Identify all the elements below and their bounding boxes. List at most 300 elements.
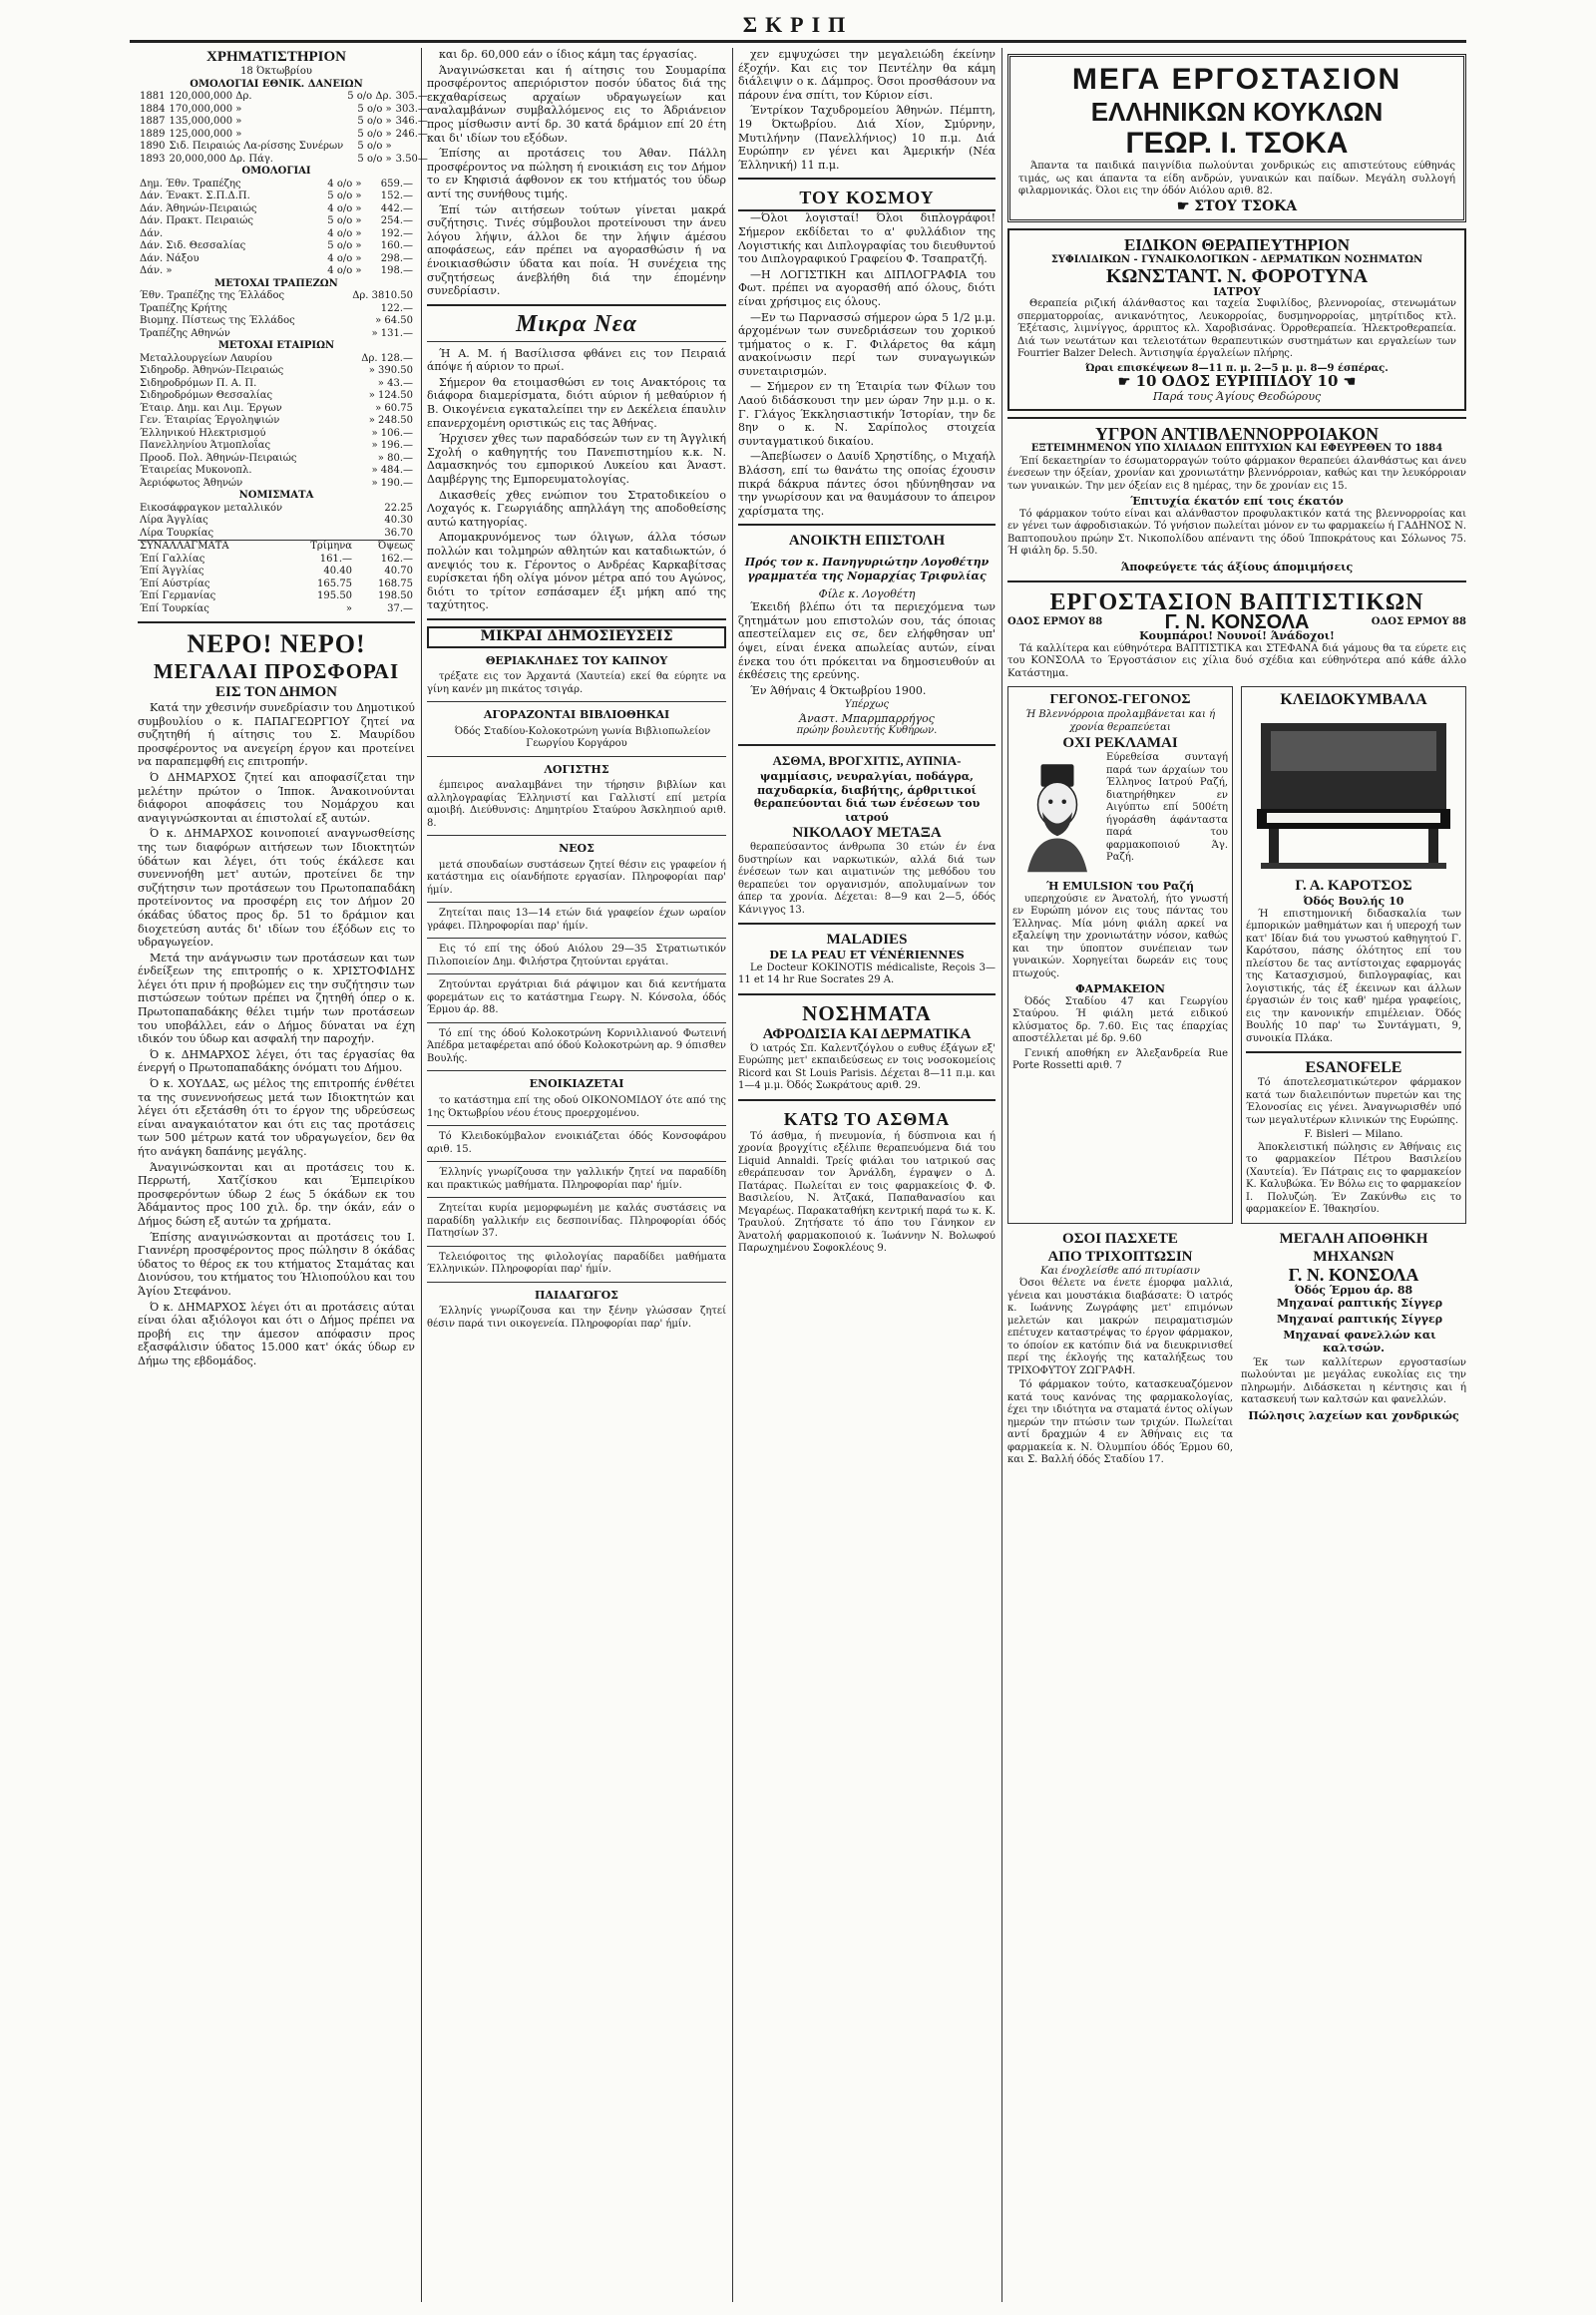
ygron-claim: Έπιτυχία έκατόν επί τοις έκατόν xyxy=(1130,495,1344,509)
baptism-address: ΟΔΟΣ ΕΡΜΟΥ 88 xyxy=(1007,616,1103,628)
machines-title: ΜΕΓΑΛΗ ΑΠΟΘΗΚΗ ΜΗΧΑΝΩΝ xyxy=(1279,1230,1428,1265)
exchange-row xyxy=(138,554,415,567)
table-cell: Δάν. Νάξου xyxy=(140,252,200,264)
clinic-address xyxy=(1017,372,1456,391)
company-row xyxy=(138,428,415,441)
asthma-ad-heading: ΑΣΘΜΑ, ΒΡΟΓΧΙΤΙΣ, ΑΥΠΝΙΑ- xyxy=(772,752,962,768)
loan-row xyxy=(138,91,430,104)
paragraph: Άναγινώσκεται και ή αίτησις του Σουμαρίπα προσφέροντος απεριόριστον ποσόν ύδατος διά της εκχαθαρίσεως αρχαίων υδραγωγείων και αναλαμβάνων συμβαλλόμενος εις το Άδριάνειον προς μίσθωσιν αντί δρ. 30 κατά δράμιον επί 20 έτη και δι' ιδίων του εξόδων. xyxy=(427,63,726,145)
table-cell: Τρίμηνα xyxy=(310,541,353,552)
table-cell: 40.70 xyxy=(384,566,413,577)
piano-text: Ή επιστημονική διδασκαλία των έμπορικών μαθημάτων και ή υπεροχή των κατ' Ιδίαν διά του γνωστού καθηγητού Γ. Καρότσου, πάσης όλότητος επί του πλείστου δε τας αντίστοιχας εφαρμογάς της Κατασχισμού, διπλογραφίας, και λογιστικής, τάς έξ έκεινων και άλλων έργασιών έν τοις καθ' ημέρα γραφείοις, εις την κανονικήν επιμέλειαν. Όδός Βουλής 10 παρ' τω Συντάγματι, 9, συνοικία Πλάκα. xyxy=(1246,908,1461,1044)
ad-text: τρέξατε εις τον Άρχαντά (Χαυτεία) εκεί θα εύρητε να γίνη κανέν μη πικάτος τσιγάρ. xyxy=(427,671,726,695)
table-cell: ΣΥΝΑΛΛΑΓΜΑΤΑ xyxy=(140,541,229,552)
table-cell: 5 ο/ο » xyxy=(357,116,392,127)
ad-text: Ζητούνται εργάτριαι διά ράψιμον και διά κεντήματα φορεμάτων εις το κατάστημα Γεωργ. Ν. Κόνσολα, όδός Έρμου άρ. 88. xyxy=(427,979,726,1016)
table-cell: 195.50 xyxy=(317,590,353,601)
machines-text: Έκ των καλλίτερων εργοστασίων πωλούνται με μεγάλας ευκολίας εις την πληρωμήν. Διδάσκεται η κέντησις και ή κατασκευή των καλτσών και φανελλών. xyxy=(1241,1356,1466,1406)
bond-row xyxy=(138,203,415,216)
table-cell: 246.— xyxy=(395,128,428,140)
table-cell: 4 ο/ο » xyxy=(327,202,362,214)
table-cell: 4 ο/ο » xyxy=(327,252,362,264)
table-cell: Τραπέζης Αθηνών xyxy=(140,327,230,339)
paragraph: Δικασθείς χθες ενώπιον του Στρατοδικείου ο Λοχαγός κ. Γεωργιάδης απηλλάγη της αποδοθείσης αυτώ κατηγορίας. xyxy=(427,488,726,529)
asthma2-title: ΚΑΤΩ ΤΟ ΑΣΘΜΑ xyxy=(783,1108,951,1129)
pharmacy-heading: ΦΑΡΜΑΚΕΙΟΝ xyxy=(1075,982,1165,996)
company-row xyxy=(138,453,415,466)
table-cell: 5 ο/ο » xyxy=(327,191,362,201)
companies-heading: ΜΕΤΟΧΑΙ ΕΤΑΙΡΙΩΝ xyxy=(217,340,335,351)
continuation-text xyxy=(738,48,996,172)
clinic-hours: Ώραι επισκέψεων 8—11 π. μ. 2—5 μ. μ. 8—9 έσπέρας. xyxy=(1085,362,1389,374)
table-cell: Δάν. » xyxy=(140,265,173,276)
man-with-fez-portrait xyxy=(1012,756,1102,876)
asthma-ad-subheading: ψαμμίασις, νευραλγίαι, ποδάγρα, παχυδαρκία, διαβήτης, άρθριτικοί θεραπεύονται διά των ένέσεων του ιατρού xyxy=(753,769,981,824)
clinic-doctor-title: ΙΑΤΡΟΥ xyxy=(1213,284,1261,298)
paragraph: Έπί τών αιτήσεων τούτων γίνεται μακρά συζήτησις. Τινές σύμβουλοι προτείνουσι την άνευ λόγου λήψιν, άλλοι δε την λήψιν άμέσου αποφάσεως, εάν πρέπει να αγορασθώσιν ή να ένοικιασθώσιν ύδατα και ποία. Ή συνέχεια της συζητήσεως άνεβλήθη διά την έπομένην συνεδρίασιν. xyxy=(427,202,726,298)
ad-text: το κατάστημα επί της οδού ΟΙΚΟΝΟΜΙΔΟΥ ότε από της 1ης Όκτωβρίου νέου έτους προερχομένου. xyxy=(427,1095,726,1119)
maladies-subtitle: DE LA PEAU ET VÉNÉRIENNES xyxy=(769,949,965,963)
table-cell: Προοδ. Πολ. Άθηνών-Πειραιώς xyxy=(140,452,297,464)
bond-row xyxy=(138,179,415,192)
table-cell: Έπί Αύστρίας xyxy=(140,578,210,589)
exchange-header-row xyxy=(138,541,415,554)
paragraph: Έπίσης αι προτάσεις του Άθαν. Πάλλη προσφέροντος να πώληση ή ενοικιάση εις τον Δήμον το εν Κηφισιά άφθονον εκ του κτήματός του ύδωρ αντί της συνήθους τιμής. xyxy=(427,147,726,200)
ad-heading: ΑΓΟΡΑΖΟΝΤΑΙ ΒΙΒΛΙΟΘΗΚΑΙ xyxy=(483,708,670,722)
bond-row xyxy=(138,265,415,278)
table-cell: 161.— xyxy=(319,553,353,565)
table-cell: » 64.50 xyxy=(375,315,413,326)
bank-row xyxy=(138,303,415,316)
column-3 xyxy=(738,48,996,2302)
table-cell: Τραπέζης Κρήτης xyxy=(140,302,227,314)
table-cell: 3.50— xyxy=(395,153,428,165)
paragraph: Έπίσης αναγινώσκονται αι προτάσεις του Ι. Γιαννέρη προσφέροντος προς πώλησιν 8 όκάδας ύδατος το θέρος εκ του κτήματος Σταμάτας και Διονύσου, του κτήματος του Ήλιοπούλου και του Άγίου Στεφάνου. xyxy=(138,1230,415,1298)
table-cell: Δάν. Σιδ. Θεσσαλίας xyxy=(140,240,246,251)
gegonos-body xyxy=(1012,752,1228,880)
paragraph: Ήρχισεν χθες των παραδόσεών των εν τη Άγγλική Σχολή ο καθηγητής του Πανεπιστημίου κ.κ. Ν. Δαμασκηνός του εμπορικού Λυκείου και Άναστ. Δαμβέργης της Εμπορευματολογίας. xyxy=(427,432,726,487)
ygron-warning: Άποφεύγετε τάς άξίους άπομιμήσεις xyxy=(1120,560,1354,574)
column-divider xyxy=(732,48,733,2302)
company-row xyxy=(138,390,415,403)
piano-illustration xyxy=(1249,713,1458,873)
table-cell: 162.— xyxy=(380,553,413,565)
open-letter-body xyxy=(738,600,996,697)
column-divider xyxy=(421,48,422,2302)
clinic-address-label: 10 ΟΔΟΣ ΕΥΡΙΠΙΔΟΥ 10 xyxy=(1135,372,1339,391)
table-cell: » 60.75 xyxy=(375,402,413,414)
toys-ad xyxy=(1007,54,1466,222)
table-cell: Σιδηροδρ. Άθηνών-Πειραιώς xyxy=(140,365,284,376)
table-cell: 4 ο/ο » xyxy=(327,265,362,276)
council-continuation xyxy=(427,48,726,298)
bank-row xyxy=(138,328,415,341)
paragraph: χεν εμψυχώσει την μεγαλειώδη έκείνην έξοχήν. Και εις τον Πεντέλην θα κάμη διάλειψιν ο κ. Δάμπρος. Όσοι προσθάσουν να πάρουν ένα σπίτι, τον Κύριον είσι. xyxy=(738,48,996,102)
table-cell: » 190.— xyxy=(371,477,413,489)
loan-row xyxy=(138,129,430,142)
emulsion-title: Ή EMULSION του Ραζή xyxy=(1045,880,1195,894)
baptism-address-row xyxy=(1007,610,1466,633)
table-cell: 192.— xyxy=(380,227,413,239)
gegonos-text-2: Εύρεθείσα συνταγή παρά των άρχαίων του Έλληνος Ιατρού Ραζή, διατηρήθηκεν εν Αιγύπτω επί 500έτη ήγοράσθη άφάνταστα παρά του φαρμακοποιού Άγ. Ραζή. xyxy=(1106,752,1228,864)
letter-signature: Υπέρχως xyxy=(844,699,890,711)
gegonos-title: ΓΕΓΟΝΟΣ-ΓΕΓΟΝΟΣ xyxy=(1049,692,1191,708)
small-ads-title: ΜΙΚΡΑΙ ΔΗΜΟΣΙΕΥΣΕΙΣ xyxy=(427,626,726,648)
esanofele-text-2: Άποκλειστική πώλησις εν Άθήναις εις το φαρμακείον Πέτρου Βασιλείου (Χαυτεία). Έν Πάτραις εις το φαρμακείον Κ. Καλυβώκα. Έν Βόλω εις το φαρμακείον Ι. Πολυζώη. Έν Ζακύνθω εις το φαρμακείον Ε. Ίθακησίου. xyxy=(1246,1141,1462,1216)
table-cell: 659.— xyxy=(380,178,413,190)
hair-loss-subtitle: ΑΠΟ ΤΡΙΧΟΠΤΩΣΙΝ xyxy=(1047,1248,1193,1265)
table-cell: Εικοσάφραγκον μεταλλικόν xyxy=(140,502,283,514)
table-cell: 1881 xyxy=(140,91,166,102)
clinic-address-note: Παρά τους Άγίους Θεοδώρους xyxy=(1152,389,1322,403)
letter-recipient: Πρός τον κ. Πανηγυριώτην Λογοθέτην γραμματέα της Νομαρχίας Τριφυλίας xyxy=(744,556,990,582)
nosimata-subtitle: ΑΦΡΟΔΙΣΙΑ ΚΑΙ ΔΕΡΜΑΤΙΚΑ xyxy=(762,1025,972,1042)
ygron-title: ΥΓΡΟΝ ΑΝΤΙΒΛΕΝΝΟΡΡΟΙΑΚΟΝ xyxy=(1094,424,1380,445)
table-cell: 254.— xyxy=(380,215,413,226)
gegonos-text: Ή Βλεννόρροια προλαμβάνεται και ή χρονία θεραπεύεται xyxy=(1024,709,1216,733)
table-cell: 120,000,000 Δρ. xyxy=(169,91,252,102)
hair-loss-title: ΟΣΟΙ ΠΑΣΧΕΤΕ xyxy=(1062,1230,1178,1247)
table-cell: » 484.— xyxy=(371,465,413,476)
masthead-rule xyxy=(130,40,1466,43)
exchange-row xyxy=(138,603,415,616)
table-cell: 1889 xyxy=(140,128,166,140)
paragraph: Απομακρυνόμενος των όλιγων, άλλα τόσων πολλών και τολμηρών αθλητών και καταδιωκτών, ό ανεψιός του κ. Γέροντος ο Ανδρέας Καρκαβίτσας ευρίσκεται ήδη ολίγα μόνον μέτρα από του Αγώνος, διότι το τρίτον εσπάσαμεν έξι μήκη από της ταχύτητος. xyxy=(427,531,726,612)
ygron-subtitle: ΕΞΤΕΙΜΗΜΕΝΟΝ ΥΠΟ ΧΙΛΙΑΔΩΝ ΕΠΙΤΥΧΙΩΝ ΚΑΙ ΕΦΕΥΡΕΘΕΝ ΤΟ 1884 xyxy=(1030,443,1443,455)
table-cell: Έλληνικού Ηλεκτρισμού xyxy=(140,427,266,439)
paragraph: Ό κ. ΔΗΜΑΡΧΟΣ λέγει, ότι τας έργασίας θα ένεργή ο Πρωτοπαπαδάκης όνόματι του Δήμου. xyxy=(138,1047,415,1075)
maladies-title: MALADIES xyxy=(826,932,908,949)
bank-row xyxy=(138,290,415,303)
exchange-row xyxy=(138,590,415,603)
ad-text: Έλληνίς γνωρίζουσα την γαλλικήν ζητεί να παραδίδη και πρακτικώς μαθήματα. Πληροφορίαι παρ' ήμίν. xyxy=(427,1167,726,1191)
piano-address: Όδός Βουλής 10 xyxy=(1303,895,1404,909)
ad-text: Ζητείται παις 13—14 ετών διά γραφείον έχων ωραίον γράφει. Πληροφορίαι παρ' ήμίν. xyxy=(427,908,726,932)
asthma2-text: Τό άσθμα, ή πνευμονία, ή δύσπνοια και ή χρονία βρογχίτις εξέλιπε θεραπευόμενα διά του Liquid Annaldi. Τρείς φιάλαι του ιατρικού σας εθεράπευσαν τον Άρνάλδη, έγραψεν ο Δ. Πατάρας. Πωλείται εν τοις φαρμακείοις Φ. Φ. Βασιλείου, Ν. Άτζακά, Παπαθανασίου και Μεγαρέως. Παρακαταθήκη κεντρική παρά τω κ. Κ. Τραυλού. Ζητήσατε τό άπο του Γάνηκον εν Άνατολή φαρμακοποιού κ. Ίωάννην Ν. Βολωφού Παρωχημένου Σοφοκλέους 9. xyxy=(738,1130,996,1255)
table-cell: 5 ο/ο » xyxy=(357,153,392,165)
column-1 xyxy=(138,48,428,2302)
baptism-title: ΕΡΓΟΣΤΑΣΙΟΝ ΒΑΠΤΙΣΤΙΚΩΝ xyxy=(1049,588,1424,615)
pharmacy-text-2: Γενική αποθήκη εν Άλεξανδρεία Rue Porte Rossetti αριθ. 7 xyxy=(1012,1047,1228,1072)
loan-row xyxy=(138,141,430,154)
paragraph: Μετά την ανάγνωσιν των προτάσεων και των ένδείξεων της επιτροπής ο κ. ΧΡΙΣΤΟΦΙΔΗΣ λέγει ότι πριν ή προβώμεν εις την συζήτησιν των πιστώσεων τούτων πρέπει να ζητηθή όπερ ο κ. Πρωτοπαπαδάκης θέλει τιμήν των προτάσεων του υποβάλλει, εάν ο Δήμος δύναται να έχη ιδικόν του ύδωρ και ασφαλή την παροχήν. xyxy=(138,951,415,1046)
table-cell: 1887 xyxy=(140,116,166,127)
two-ads-row xyxy=(1007,1230,1466,1469)
letter-signature: Άναστ. Μπαρμπαρρήγος xyxy=(799,711,935,725)
clinic-ad xyxy=(1007,228,1466,411)
table-cell: » 124.50 xyxy=(368,390,413,401)
hair-loss-ad xyxy=(1007,1230,1233,1469)
esanofele-maker: F. Bisleri — Milano. xyxy=(1304,1129,1403,1141)
table-cell: Δρ. 128.— xyxy=(361,352,413,364)
nosimata-title: ΝΟΣΗΜΑΤΑ xyxy=(802,1000,932,1025)
table-cell: 22.25 xyxy=(384,502,413,514)
table-cell: 36.70 xyxy=(384,527,413,539)
company-row xyxy=(138,378,415,391)
table-cell: 5 ο/ο » xyxy=(357,141,392,152)
toys-ad-pointer xyxy=(1018,197,1455,214)
nero-title: ΝΕΡΟ! ΝΕΡΟ! xyxy=(187,629,366,658)
company-row xyxy=(138,465,415,478)
ad-heading: ΕΝΟΙΚΙΑΖΕΤΑΙ xyxy=(529,1077,624,1091)
paragraph: Ό κ. ΧΟΥΔΑΣ, ως μέλος της επιτροπής ένθέτει τα της συνεννοήσεως μετά των Ιδιοκτητών και λέγει ότι εξετάσθη ότι το έργον της υδρεύσεως είναι αναγκαιότατον και ότι εις τας προτάσεις των 500 μέτρων κατά τον υδραγωγείον, δεν θα ήτο ανάγκη δαπάνης μεγάλης. xyxy=(138,1077,415,1158)
table-cell: Βιομηχ. Πίστεως της Έλλάδος xyxy=(140,315,295,326)
table-cell: 4 ο/ο » xyxy=(327,178,362,190)
ad-text: Τό Κλειδοκύμβαλον ενοικιάζεται όδός Κονσοφάρου αριθ. 15. xyxy=(427,1131,726,1155)
machines-owner: Γ. Ν. ΚΟΝΣΟΛΑ xyxy=(1288,1264,1419,1285)
clinic-doctor: ΚΩΝΣΤΑΝΤ. Ν. ΦΟΡΟΤΥΝΑ xyxy=(1105,264,1369,287)
ad-heading: ΛΟΓΙΣΤΗΣ xyxy=(544,762,609,776)
paragraph: Έκειδή βλέπω ότι τα περιεχόμενα των ζητημάτων μου επιστολών σου, τάς όποιας απεστείλαμεν εις σε, δεν ελήφθησαν υπ' όψει, είναι ένεκα απωλείας αυτών, είναι ένεκα του ότι πρόκειται να δημοσιευθούν αι έκθέσεις της ερεύνης. xyxy=(738,600,996,682)
company-row xyxy=(138,415,415,428)
table-cell: Σιδηροδρόμων Π. Α. Π. xyxy=(140,377,257,389)
open-letter-title: ΑΝΟΙΚΤΗ ΕΠΙΣΤΟΛΗ xyxy=(788,533,946,550)
table-cell: 5 ο/ο Δρ. xyxy=(347,91,392,102)
asthma-ad-doctor: ΝΙΚΟΛΑΟΥ ΜΕΤΑΞΑ xyxy=(792,825,942,842)
nosimata-text: Ό ιατρός Σπ. Καλεντζόγλου ο ευθυς έξάγων εξ' Ευρώπης μετ' εκπαιδεύσεως εν τοις νοσοκομείοις Ricord και St Louis Parisis. Δέχεται 8—11 π.μ. και 1—4 μ.μ. Όδός Σωκράτους αριθ. 29. xyxy=(738,1042,996,1092)
fx-table xyxy=(138,503,415,541)
pointing-hand-icon: ☛ xyxy=(1176,197,1190,214)
masthead-title: ΣΚΡΙΠ xyxy=(742,12,854,37)
table-cell: Λίρα Τουρκίας xyxy=(140,527,214,539)
bonds-heading: ΟΜΟΛΟΓΙΑΙ xyxy=(241,166,311,177)
piano-owner: Γ. Α. ΚΑΡΟΤΣΟΣ xyxy=(1295,878,1412,895)
bond-row xyxy=(138,253,415,266)
column-divider xyxy=(1001,48,1002,2302)
bonds-table xyxy=(138,179,415,278)
table-cell: » xyxy=(345,602,353,614)
currency-row xyxy=(138,503,415,516)
exchange-title: ΧΡΗΜΑΤΙΣΤΗΡΙΟΝ xyxy=(205,49,347,65)
table-cell: Δάν. Άθηνών-Πειραιώς xyxy=(140,202,257,214)
table-cell: 165.75 xyxy=(317,578,353,589)
paragraph: Έν Άθήναις 4 Όκτωβρίου 1900. xyxy=(750,683,927,697)
baptism-text: Τά καλλίτερα και εύθηνότερα ΒΑΠΤΙΣΤΙΚΑ και ΣΤΕΦΑΝΑ διά γάμους θα τα εύρετε εις του ΚΟΝΣΟΛΑ το Έργοστάσιον εις χίλια δυό σχέδια και εύθηνότερα από κάθε άλλο Κατάστημα. xyxy=(1007,642,1466,679)
gegonos-ad xyxy=(1007,686,1233,1224)
exchange-row xyxy=(138,566,415,579)
table-cell: Λίρα Άγγλίας xyxy=(140,515,208,526)
paragraph: Κατά την χθεσινήν συνεδρίασιν του Δημοτικού συμβουλίου ο κ. ΠΑΠΑΓΕΩΡΓΙΟΥ ζητεί να συζητηθή ή αίτησις του Σ. Μαυρίδου προσφέροντος να ανεγείρη έργον και προτείνει να παραπεμφθή εις επιτροπήν. xyxy=(138,701,415,769)
table-cell: Γεν. Έταιρίας Έργοληψιών xyxy=(140,415,280,426)
fx2-table xyxy=(138,540,415,615)
table-cell: 346.— xyxy=(395,116,428,127)
table-cell: Έθν. Τραπέζης της Έλλάδος xyxy=(140,290,285,301)
company-row xyxy=(138,440,415,453)
table-cell: Έταιρ. Δημ. και Λιμ. Έργων xyxy=(140,402,282,414)
table-cell: 305.— xyxy=(395,91,428,102)
table-cell: Μεταλλουργείων Λαυρίου xyxy=(140,352,272,364)
kosmos-article xyxy=(738,211,996,518)
pointing-hand-icon: ☚ xyxy=(1343,374,1357,391)
ad-text: μετά σπουδαίων συστάσεων ζητεί θέσιν εις γραφείον ή κατάστημα εις οίανδήποτε εργασίαν. Πληροφορίαι παρ' ήμίν. xyxy=(427,859,726,896)
machine-item: Μηχαναί φανελλών και καλτσών. xyxy=(1283,1328,1436,1355)
table-cell: » 196.— xyxy=(371,440,413,451)
mikra-nea-title: Μικρα Νεα xyxy=(516,310,637,337)
loans-heading: ΟΜΟΛΟΓΙΑΙ ΕΘΝΙΚ. ΔΑΝΕΙΩΝ xyxy=(190,78,363,90)
table-cell: 37.— xyxy=(387,602,413,614)
exchange-date: 18 Όκτωβρίου xyxy=(240,66,312,77)
table-cell: Σιδ. Πειραιώς Λα-ρίσσης Συνέρων xyxy=(169,141,344,152)
nero-article xyxy=(138,701,415,1368)
hair-loss-sub: Και ένοχλείσθε από πιτυρίασιν xyxy=(1040,1265,1200,1277)
table-cell: 303.— xyxy=(395,103,428,115)
table-cell: 5 ο/ο » xyxy=(327,215,362,226)
table-cell: Δημ. Έθν. Τραπέζης xyxy=(140,178,241,190)
pointing-hand-icon: ☛ xyxy=(1117,374,1131,391)
masthead xyxy=(130,12,1466,42)
table-cell: 5 ο/ο » xyxy=(327,240,362,251)
maladies-text: Le Docteur KOKINOTIS médicaliste, Reçois 3—11 et 14 hr Rue Socrates 29 A. xyxy=(738,962,996,986)
ad-heading: ΘΕΡΙΑΚΛΗΔΕΣ ΤΟΥ ΚΑΠΝΟΥ xyxy=(485,653,668,667)
paragraph: —Άπεβίωσεν ο Δαυίδ Χρηστίδης, ο Μιχαήλ Βλάσση, επί τω θανάτω της οποίας έχουσιν πικρά δάκρυα πάντες όσοι ηδύνηθησαν να την γνωρίσουν και να θαυμάσουν το άπειρον χαρίσματα της. xyxy=(738,450,996,518)
table-cell: Δάν. Ένακτ. Σ.Π.Δ.Π. xyxy=(140,191,250,201)
bond-row xyxy=(138,215,415,228)
esanofele-title: ESANOFELE xyxy=(1305,1059,1402,1077)
gegonos-big: ΟΧΙ ΡΕΚΛΑΜΑΙ xyxy=(1062,735,1178,752)
bank-row xyxy=(138,315,415,328)
table-cell: Άεριόφωτος Άθηνών xyxy=(140,477,243,489)
bond-row xyxy=(138,191,415,203)
piano-ad xyxy=(1241,686,1466,1224)
banks-table xyxy=(138,290,415,340)
paragraph: Άναγινώσκονται και αι προτάσεις του κ. Περρωτή, Χατζίσκου και Έμπειρίκου προσφερόντων ύδωρ 2 έως 5 όκάδων εκ του Άδάμαντος προς 100 χιλ. δρ. την όκάν, εάν ο Δήμος δώση εξ αυτών τα χρήματα. xyxy=(138,1160,415,1228)
loan-row xyxy=(138,116,430,129)
loan-row xyxy=(138,104,430,117)
company-row xyxy=(138,365,415,378)
letter-signature: πρώην βουλευτής Κυθήρων. xyxy=(796,725,938,737)
table-cell: 198.50 xyxy=(378,590,413,601)
table-cell: 1893 xyxy=(140,153,166,165)
table-cell: 160.— xyxy=(380,240,413,251)
currency-row xyxy=(138,515,415,528)
letter-greeting: Φίλε κ. Λογοθέτη xyxy=(818,586,916,600)
table-cell: 170,000,000 » xyxy=(169,103,242,115)
table-cell: Πανελληνίου Άτμοπλοΐας xyxy=(140,440,271,451)
paragraph: —Όλοι λογισταί! Όλοι διπλογράφοι! Σήμερον εκδίδεται το α' φυλλάδιον της Λογιστικής και Διπλογραφίας του διευθυντού του Διπλογραφικού Γραφείου Φ. Τσαπρατζή. xyxy=(738,211,996,266)
machines-ad xyxy=(1241,1230,1466,1469)
table-cell: 168.75 xyxy=(378,578,413,589)
fx-heading: ΝΟΜΙΣΜΑΤΑ xyxy=(238,490,314,501)
machines-footer: Πώλησις λαχείων και χονδρικώς xyxy=(1248,1408,1459,1422)
company-row xyxy=(138,478,415,491)
companies-table xyxy=(138,353,415,491)
kosmos-title: ΤΟΥ ΚΟΣΜΟΥ xyxy=(738,186,996,211)
table-cell: » 390.50 xyxy=(368,365,413,376)
table-cell: Όψεως xyxy=(377,541,413,552)
asthma-ad-text: θεραπεύσαντος άνθρωπα 30 ετών έν ένα δυστηρίων και ναρκωτικών, αλλά διά των ένέσεων των και αιματινών της μεθόδου του θεραπεύει τον οργανισμόν, απολυμαίνων τον άπερ τα χρονία. Δέχεται: 8—9 και 2—5, όδός Κάνιγγος 13. xyxy=(738,842,996,916)
nero-subtitle: ΜΕΓΑΛΑΙ ΠΡΟΣΦΟΡΑΙ xyxy=(153,659,400,683)
two-ads-row xyxy=(1007,686,1466,1224)
hair-loss-text-2: Τό φάρμακον τούτο, κατασκευαζόμενον κατά τους κανόνας της φαρμακολογίας, έχει την ιδιότητα να σταματά έντος ολίγων ημερών την πτώσιν των τριχών. Πωλείται αντί δραχμών 4 εν Άθήναις εις τα φαρμακεία κ. Ν. Όλυμπίου όδός Έρμου 60, και Σ. Βαλλή όδός Σταδίου 17. xyxy=(1007,1379,1233,1466)
toys-ad-subtitle: ΕΛΛΗΝΙΚΩΝ ΚΟΥΚΛΩΝ xyxy=(1090,97,1384,127)
column-4 xyxy=(1007,48,1466,2302)
ygron-text-2: Τό φάρμακον τούτο είναι και αλάνθαστον προφυλακτικόν κατά της βλεννορροίας και εν γένει των άφροδισιακών. Τό γνήσιον πωλείται μόνον εν τω φαρμακείω ή ΓΑΔΗΝΟΣ Ν. Βαπτοπουλου πρώην Στ. Νικοπολίδου απέναντι της όδού Ίπποκράτους και Σόλωνος 75. Ή φιάλη δρ. 5.50. xyxy=(1007,508,1466,558)
table-cell: » 248.50 xyxy=(368,415,413,426)
clinic-subtitle: ΣΥΦΙΛΙΔΙΚΩΝ - ΓΥΝΑΙΚΟΛΟΓΙΚΩΝ - ΔΕΡΜΑΤΙΚΩΝ ΝΟΣΗΜΑΤΩΝ xyxy=(1050,254,1423,266)
table-cell: 40.40 xyxy=(323,566,353,577)
paragraph: Ό κ. ΔΗΜΑΡΧΟΣ λέγει ότι αι προτάσεις αύται είναι όλαι αξιόλογοι και ότι ο Δήμος πρέπει να προβή εις την άμεσον απόφασιν προς εξασφάλισιν ύδατος 15.000 κατ' όκάς ύδωρ εν Δήμω της εβδομάδος. xyxy=(138,1300,415,1367)
table-cell: » 43.— xyxy=(377,377,413,389)
table-cell: » 80.— xyxy=(377,452,413,464)
company-row xyxy=(138,353,415,366)
banks-heading: ΜΕΤΟΧΑΙ ΤΡΑΠΕΖΩΝ xyxy=(214,277,338,289)
paragraph: Ό κ. ΔΗΜΑΡΧΟΣ κοινοποιεί αναγνωσθείσης της των διαφόρων αιτήσεων των Ιδιοκτητών ύδάτων και λέγει, ότι τούς έκάλεσε και συνεννοήθη μετ' αυτών, προτείνει δε την συζήτησιν των προτάσεων του Πρωτοπαπαδάκη προτείνοντος να προσφέρη εις τον Δήμον 20 όκάδας ύδατος προς δρ. 51 το δράμιον και διοχετεύση αυτάς δι' ιδίων του έξόδων εις το υδραγωγείον. xyxy=(138,827,415,950)
paragraph: Ό ΔΗΜΑΡΧΟΣ ζητεί και αποφασίζεται την μελέτην πρώτον ο Ίπποκ. Άνακοινούνται διάφοροι αποφάσεις του Νομάρχου και αναγιγνώσκονται αι έπιστολαί εξ αυτών. xyxy=(138,770,415,825)
esanofele-text: Τό άποτελεσματικώτερον φάρμακον κατά των διαλειπόντων πυρετών και της Έλονοσίας εις γένει. Άναγνωρισθέν υπό των μεγαλυτέρων κλινικών της Ευρώπης. xyxy=(1246,1077,1461,1126)
bond-row xyxy=(138,228,415,241)
emulsion-text: υπερηχούσιε εν Άνατολή, ήτο γνωστή εν Ευρώπη μόνον εις τους πάντας του Έλληνας. Μία μόνη φιάλη αρκεί να εξαλείψη την χρονιωτάτην νόσον, καθώς και την ύποπτον συνέπειαν των γυναικών. Χορηγείται δωρεάν εις τους πτωχούς. xyxy=(1012,893,1228,979)
machines-list xyxy=(1241,1297,1466,1354)
table-cell: » 106.— xyxy=(371,427,413,439)
table-cell: 5 ο/ο » xyxy=(357,103,392,115)
loan-row xyxy=(138,154,430,167)
table-cell: Έπί Γερμανίας xyxy=(140,590,216,601)
ad-text: έμπειρος αναλαμβάνει την τήρησιν βιβλίων και αλληλογραφίας Έλληνιστί και Γαλλιστί επί μετρία αμοιβή. Διεύθυνσις: Δημητρίου Σταύρου Άσκληπιού αριθ. 8. xyxy=(427,780,726,829)
paragraph: Ή Α. Μ. ή Βασίλισσα φθάνει εις τον Πειραιά άπόψε ή αύριον το πρωί. xyxy=(427,346,726,374)
table-cell: 442.— xyxy=(380,202,413,214)
loans-table xyxy=(138,91,430,166)
paragraph: και δρ. 60,000 εάν ο ίδιος κάμη τας έργασίας. xyxy=(439,48,697,61)
ygron-text: Έπί δεκαετηρίαν το έσωματορραγών τούτο φάρμακον θεραπεύει άλανθάστως και άνευ ένεσεων την όξείαν, χρονίαν και χρονιωτάτην βλεννόρροιαν, καθώς και την λευκόρροιαν των γυναικών. Την μεν όξείαν εις 8 ημέρας, την δε χρονίαν εις 15. xyxy=(1007,455,1466,492)
paragraph: Έντρίκον Ταχυδρομείου Άθηνών. Πέμπτη, 19 Όκτωβρίου. Διά Χίον, Σμύρνην, Μυτιλήνην (Πανελλήνιος) 10 π.μ. Διά Ευρώπην εν γένει και Άμερικήν (Νέα Έλληνική) 11 π.μ. xyxy=(738,104,996,172)
ad-text: Τελειόφοιτος της φιλολογίας παραδίδει μαθήματα Έλληνικών. Πληροφορίαι παρ' ήμίν. xyxy=(427,1251,726,1276)
baptism-subtitle: Κουμπάροι! Νουνοί! Άνάδοχοι! xyxy=(1139,629,1335,643)
table-cell xyxy=(394,141,430,154)
table-cell: 5 ο/ο » xyxy=(357,128,392,140)
piano-title: ΚΛΕΙΔΟΚΥΜΒΑΛΑ xyxy=(1280,691,1427,709)
table-cell: 40.30 xyxy=(384,515,413,526)
table-cell: Έπί Άγγλίας xyxy=(140,566,204,577)
table-cell: 198.— xyxy=(380,265,413,276)
pharmacy-text: Όδός Σταδίου 47 και Γεωργίου Σταύρου. Ή φιάλη μετά ειδικού κλύσματος δρ. 7.60. Εις τας έπαρχίας αποστέλλεται μέ δρ. 9.60 xyxy=(1012,995,1228,1045)
clinic-title: ΕΙΔΙΚΟΝ ΘΕΡΑΠΕΥΤΗΡΙΟΝ xyxy=(1123,235,1351,255)
table-cell: 1884 xyxy=(140,103,166,115)
table-cell: 298.— xyxy=(380,252,413,264)
table-cell: Δρ. 3810.50 xyxy=(352,290,413,301)
table-cell: 1890 xyxy=(140,141,166,152)
mikra-nea-article xyxy=(427,347,726,612)
table-cell: Έπί Τουρκίας xyxy=(140,602,209,614)
table-cell: Έπί Γαλλίας xyxy=(140,553,205,565)
machines-address: Όδός Έρμου άρ. 88 xyxy=(1294,1283,1413,1297)
ad-text: Εις τό επί της όδού Αιόλου 29—35 Στρατιωτικόν Πιλοποιείον Δημ. Φιλήστρα ζητούνται εργάται. xyxy=(427,944,726,967)
machine-item: Μηχαναί ραπτικής Σίγγερ xyxy=(1276,1313,1443,1327)
ad-text: Ζητείται κυρία μεμορφωμένη με καλάς συστάσεις να παραδίδη γαλλικήν εις δεσποινίδας. Πληροφορίαι όδός Πατησίων 37. xyxy=(427,1203,726,1240)
toys-ad-title: ΜΕΓΑ ΕΡΓΟΣΤΑΣΙΟΝ xyxy=(1071,63,1402,96)
paragraph: —Η ΛΟΓΙΣΤΙΚΗ και ΔΙΠΛΟΓΡΑΦΙΑ του Φωτ. πρέπει να αγορασθή από όλους, διότι είναι χρήσιμος εις όλους. xyxy=(738,267,996,308)
paragraph: Σήμερον θα ετοιμασθώσι εν τοις Ανακτόροις τα διάφορα διαμερίσματα, διότι αύριον ή μεθαύριον ή Β. Οικογένεια εγκαταλείπει την εν Δεκέλεια έπαυλιν επανερχομένη οριστικώς εις τας Άθήνας. xyxy=(427,375,726,430)
baptism-owner: Γ. Ν. ΚΟΝΣΟΛΑ xyxy=(1164,610,1310,633)
table-cell: Σιδηροδρόμων Θεσσαλίας xyxy=(140,390,273,401)
column-2 xyxy=(427,48,726,2302)
table-cell: 125,000,000 » xyxy=(169,128,242,140)
table-cell: 152.— xyxy=(380,191,413,201)
table-cell: Έταιρείας Μυκονοπλ. xyxy=(140,465,252,476)
table-cell: » 131.— xyxy=(371,327,413,339)
ad-text: Έλληνίς γνωρίζουσα και την ξένην γλώσσαν ζητεί θέσιν παρά τινι οικογενεία. Πληροφορίαι παρ' ήμίν. xyxy=(427,1306,726,1330)
table-cell: 135,000,000 » xyxy=(169,116,242,127)
toys-ad-pointer-label: ΣΤΟΥ ΤΣΟΚΑ xyxy=(1194,197,1298,214)
toys-ad-owner: ΓΕΩΡ. Ι. ΤΣΟΚΑ xyxy=(1125,127,1349,160)
clinic-text: Θεραπεία ριζική άλάνθαστος και ταχεία Συφιλίδος, βλεννοροίας, στενωμάτων σπερματορροίας, ανικανότητος, Λευκορροίας, δυσμηνορροίας, μητρίτιδος κτλ. Έξέτασις, λιμνίγγος, άρριπτος κλ. Χαροβισάνας. Όρροθεραπεία. Ήλεκτροθεραπεία. Διά των νεωτάτων και τελειοτάτων θεραπευτικών συστημάτων και εργαλείων των Fourrier Balzer Delech. Άντισηψία έργαλείων πλήρης. xyxy=(1017,298,1456,360)
nero-subtitle-2: ΕΙΣ ΤΟΝ ΔΗΜΟΝ xyxy=(214,684,337,700)
toys-ad-text: Άπαντα τα παιδικά παιγνίδια πωλούνται χονδρικώς εις απιστεύτους εύθηνάς τιμάς, ως και άπαντα τα είδη ανδρών, γυναικών και παίδων. Μεγάλη συλλογή φιλαρμονικάς. Όλοι εις την όδόν Αιόλου αριθ. 82. xyxy=(1018,161,1455,196)
table-cell: 20,000,000 Δρ. Πάγ. xyxy=(169,153,273,165)
ad-heading: ΝΕΟΣ xyxy=(559,842,595,856)
ad-heading: ΠΑΙΔΑΓΩΓΟΣ xyxy=(535,1288,618,1302)
table-cell: Δάν. xyxy=(140,227,164,239)
bond-row xyxy=(138,240,415,253)
